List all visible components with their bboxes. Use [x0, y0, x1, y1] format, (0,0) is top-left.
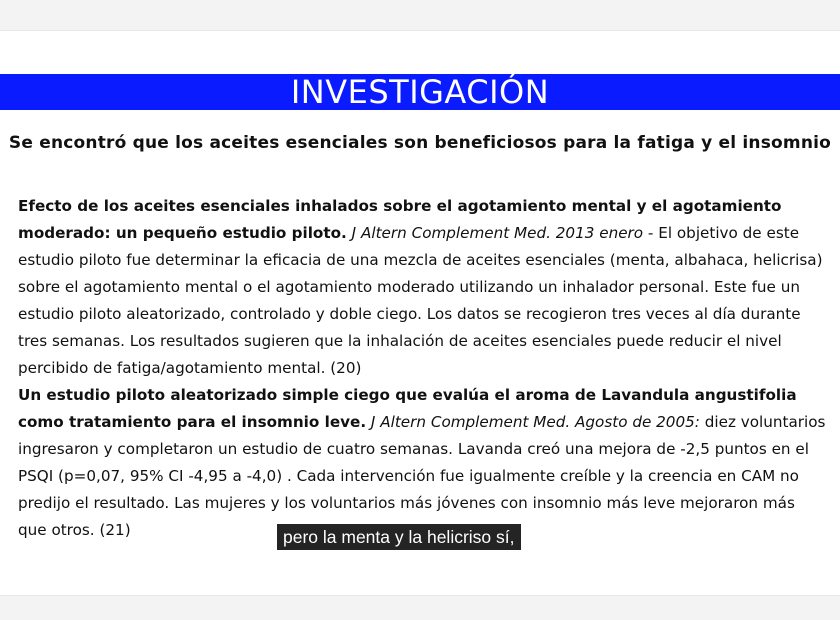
article-1-title: Efecto de los aceites esenciales inhalados sobre el agotamiento mental y el agotamiento moderado: un pequeño estudio piloto. — [18, 197, 782, 242]
section-banner — [0, 74, 840, 110]
article-1-journal: J Altern Complement Med. 2013 enero — [351, 224, 644, 242]
article-1-body: - El objetivo de este estudio piloto fue determinar la eficacia de una mezcla de aceites esenciales (menta, albahaca, helicrisa) sobre el agotamiento mental o el agotamiento moderado utilizando un inhalador personal. Este fue un estudio piloto aleatorizado, controlado y doble ciego. Los datos se recogieron tres veces al día durante tres semanas. Los resultados sugieren que la inhalación de aceites esenciales puede reducir el nivel percibido de fatiga/agotamiento mental. (20) — [18, 224, 823, 377]
article-1 — [18, 193, 828, 382]
article-2-title: Un estudio piloto aleatorizado simple ciego que evalúa el aroma de Lavandula angustifolia como tratamiento para el insomnio leve. — [18, 386, 797, 431]
banner-title: INVESTIGACIÓN — [290, 73, 550, 111]
bottom-strip — [0, 595, 840, 620]
slide-subtitle: Se encontró que los aceites esenciales son beneficiosos para la fatiga y el insomnio — [8, 133, 832, 153]
article-2 — [18, 382, 828, 544]
article-list — [18, 193, 828, 544]
top-browser-strip — [0, 0, 840, 31]
video-caption: pero la menta y la helicriso sí, — [277, 524, 521, 550]
article-2-journal: J Altern Complement Med. Agosto de 2005: — [370, 413, 700, 431]
article-2-body: diez voluntarios ingresaron y completaron un estudio de cuatro semanas. Lavanda creó una mejora de -2,5 puntos en el PSQI (p=0,07, 95% CI -4,95 a -4,0) . Cada intervención fue igualmente creíble y la creencia en CAM no predijo el resultado. Las mujeres y los voluntarios más jóvenes con insomnio más leve mejoraron más que otros. (21) — [18, 413, 826, 539]
